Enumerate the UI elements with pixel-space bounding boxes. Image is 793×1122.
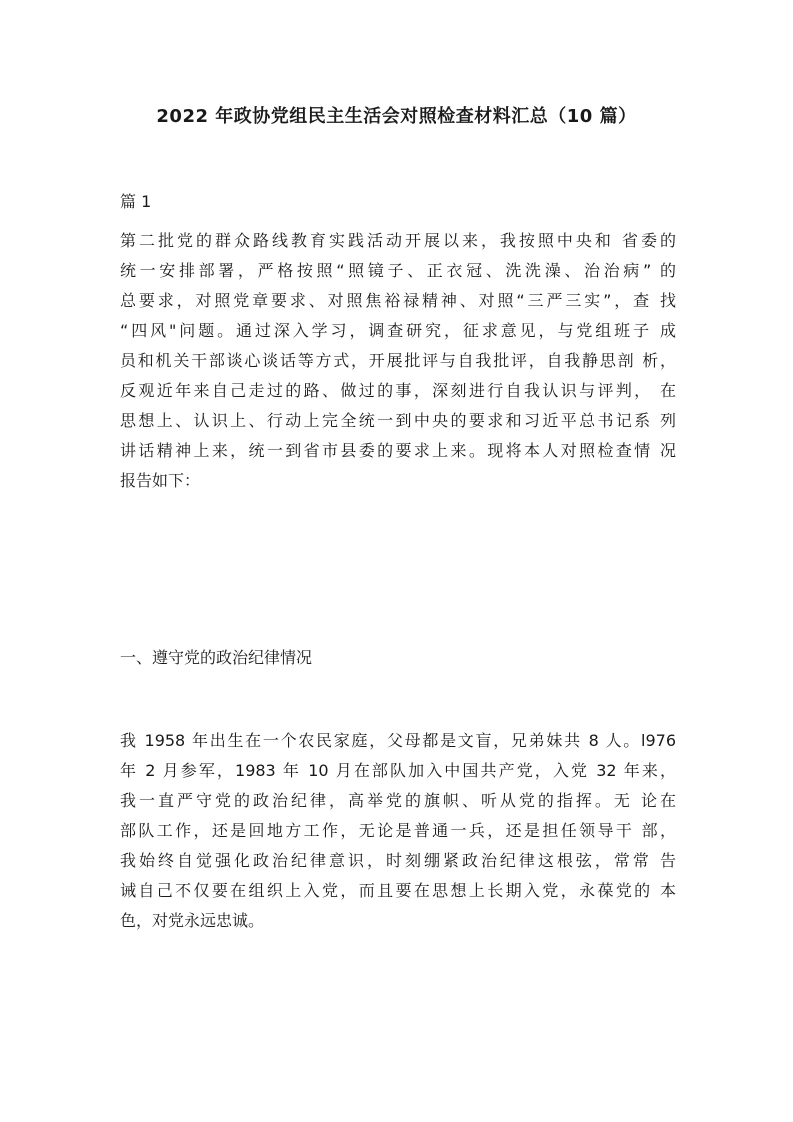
paragraph-line: 诫自己不仅要在组织上入党，而且要在思想上长期入党，永葆党的 本: [120, 881, 676, 900]
section-heading: 一、遵守党的政治纪律情况: [120, 648, 313, 667]
paragraph-line: 我 1958 年出生在一个农民家庭，父母都是文盲，兄弟妹共 8 人。l976: [120, 731, 676, 750]
paragraph-line: 报告如下：: [120, 471, 201, 490]
paragraph-line: 第二批党的群众路线教育实践活动开展以来，我按照中央和 省委的: [120, 231, 676, 250]
paragraph-line: 讲话精神上来，统一到省市县委的要求上来。现将本人对照检查情 况: [120, 441, 676, 460]
section-label: 篇 1: [120, 192, 152, 211]
paragraph-line: 我始终自觉强化政治纪律意识，时刻绷紧政治纪律这根弦，常常 告: [120, 851, 676, 870]
paragraph-line: 反观近年来自己走过的路、做过的事，深刻进行自我认识与评判， 在: [120, 381, 676, 400]
paragraph-line: 总要求，对照党章要求、对照焦裕禄精神、对照“三严三实”，查 找: [120, 291, 676, 310]
paragraph-line: 部队工作，还是回地方工作，无论是普通一兵，还是担任领导干 部，: [120, 821, 676, 840]
paragraph-line: “四风"问题。通过深入学习，调查研究，征求意见，与党组班子 成: [120, 321, 676, 340]
paragraph-line: 统一安排部署，严格按照“照镜子、正衣冠、洗洗澡、治治病” 的: [120, 261, 676, 280]
paragraph-line: 年 2 月参军，1983 年 10 月在部队加入中国共产党，入党 32 年来，: [120, 761, 676, 780]
intro-paragraph: [120, 226, 676, 496]
paragraph-line: 员和机关干部谈心谈话等方式，开展批评与自我批评，自我静思剖 析，: [120, 351, 676, 370]
paragraph-line: 色，对党永远忠诚。: [120, 911, 265, 930]
paragraph-line: 我一直严守党的政治纪律，高举党的旗帜、听从党的指挥。无 论在: [120, 791, 676, 810]
document-title: 2022 年政协党组民主生活会对照检查材料汇总（10 篇）: [156, 106, 637, 127]
body-paragraph: [120, 726, 676, 936]
paragraph-line: 思想上、认识上、行动上完全统一到中央的要求和习近平总书记系 列: [120, 411, 676, 430]
